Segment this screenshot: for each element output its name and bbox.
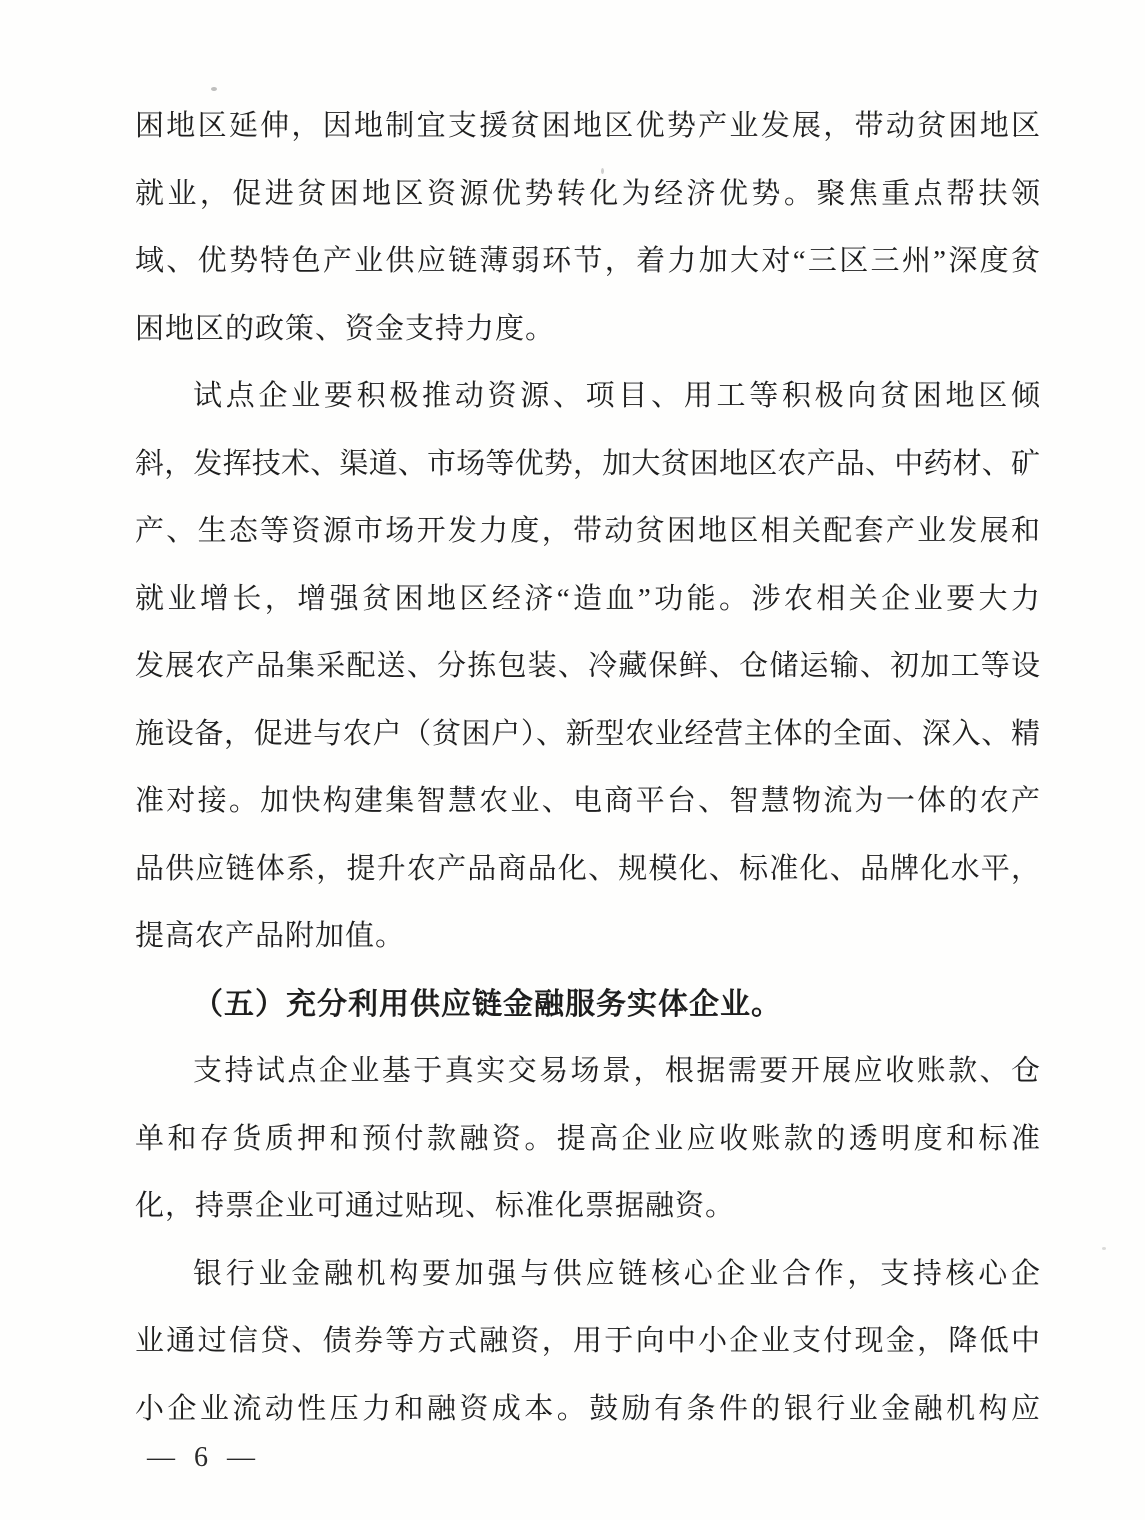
text-line: 就业增长，增强贫困地区经济“造血”功能。涉农相关企业要大力 — [135, 582, 1040, 615]
text-line: 业通过信贷、债券等方式融资，用于向中小企业支付现金，降低中 — [135, 1325, 1040, 1357]
text-line: 域、优势特色产业供应链薄弱环节，着力加大对“三区三州”深度贫 — [135, 245, 1040, 277]
scan-artifact — [211, 87, 217, 91]
text-line: （五）充分利用供应链金融服务实体企业。 — [193, 987, 782, 1021]
text-line: 银行业金融机构要加强与供应链核心企业合作，支持核心企 — [193, 1257, 1040, 1290]
text-line: 产、生态等资源市场开发力度，带动贫困地区相关配套产业发展和 — [135, 515, 1040, 547]
text-line: 发展农产品集采配送、分拣包装、冷藏保鲜、仓储运输、初加工等设 — [135, 650, 1040, 682]
scan-artifact — [1102, 1247, 1106, 1250]
text-line: 小企业流动性压力和融资成本。鼓励有条件的银行业金融机构应 — [135, 1392, 1040, 1425]
footer-dash-left: — — [147, 1442, 175, 1473]
footer-dash-right: — — [227, 1442, 255, 1473]
text-line: 困地区的政策、资金支持力度。 — [135, 312, 556, 345]
text-line: 准对接。加快构建集智慧农业、电商平台、智慧物流为一体的农产 — [135, 785, 1040, 817]
text-line: 提高农产品附加值。 — [135, 920, 406, 952]
text-line: 支持试点企业基于真实交易场景，根据需要开展应收账款、仓 — [193, 1055, 1040, 1087]
text-line: 困地区延伸，因地制宜支援贫困地区优势产业发展，带动贫困地区 — [135, 110, 1040, 142]
document-body — [135, 93, 1040, 1443]
page-number: 6 — [194, 1442, 208, 1473]
page-footer — [147, 1438, 255, 1478]
text-line: 施设备，促进与农户（贫困户）、新型农业经营主体的全面、深入、精 — [135, 717, 1040, 750]
text-line: 品供应链体系，提升农产品商品化、规模化、标准化、品牌化水平， — [135, 852, 1040, 885]
text-line: 就业，促进贫困地区资源优势转化为经济优势。聚焦重点帮扶领 — [135, 177, 1040, 210]
text-line: 试点企业要积极推动资源、项目、用工等积极向贫困地区倾 — [193, 380, 1040, 412]
text-line: 单和存货质押和预付款融资。提高企业应收账款的透明度和标准 — [135, 1122, 1040, 1155]
text-line: 斜，发挥技术、渠道、市场等优势，加大贫困地区农产品、中药材、矿 — [135, 447, 1040, 480]
text-line: 化，持票企业可通过贴现、标准化票据融资。 — [135, 1190, 736, 1222]
